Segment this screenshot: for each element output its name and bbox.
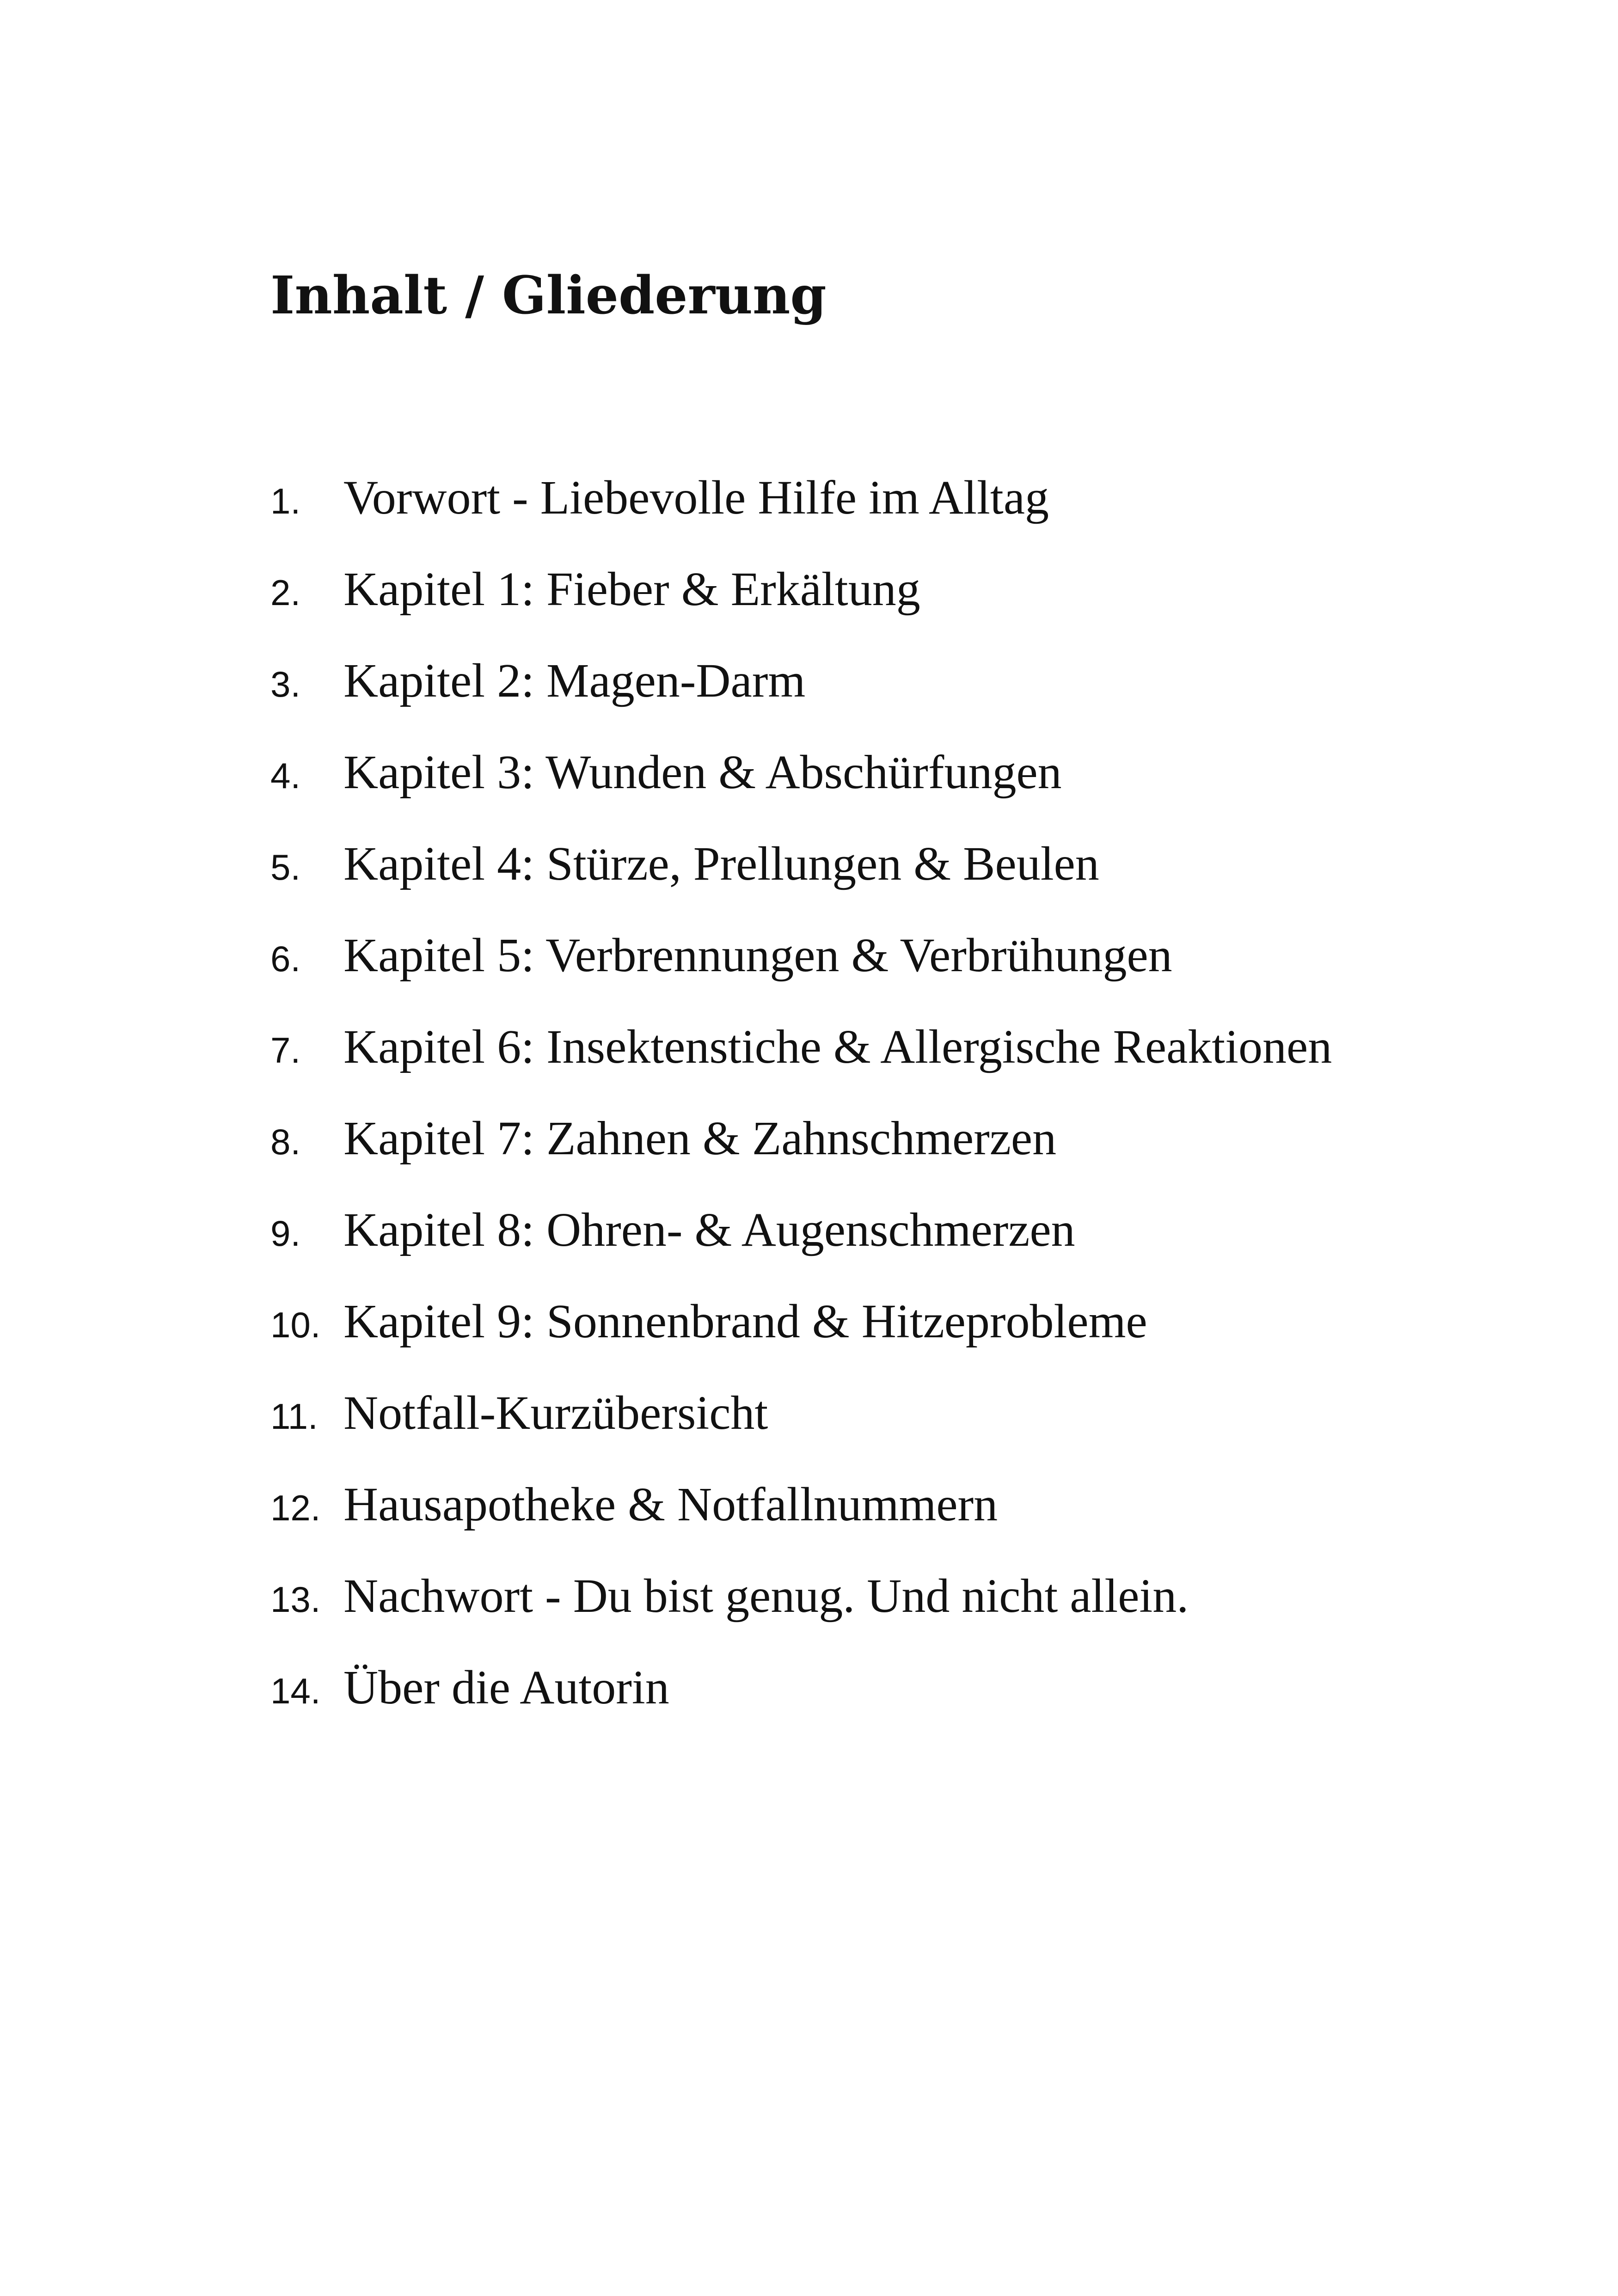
toc-item	[270, 1476, 1472, 1533]
toc-item-number: 7.	[270, 1030, 301, 1071]
toc-item	[270, 835, 1472, 893]
toc-item-number: 3.	[270, 664, 301, 704]
toc-item-number: 8.	[270, 1121, 301, 1162]
toc-item-number: 1.	[270, 481, 301, 521]
toc-item-text: Kapitel 2: Magen-Darm	[343, 654, 806, 707]
toc-item-number: 9.	[270, 1213, 301, 1254]
page-title: Inhalt / Gliederung	[270, 265, 827, 326]
toc-item-number: 13.	[270, 1579, 321, 1620]
toc-item	[270, 1110, 1472, 1167]
toc-item-number: 10.	[270, 1304, 321, 1345]
toc-item-text: Nachwort - Du bist genug. Und nicht allein.	[343, 1569, 1189, 1623]
toc-item	[270, 1201, 1472, 1259]
toc-item-text: Hausapotheke & Notfallnummern	[343, 1478, 998, 1531]
toc-item-number: 6.	[270, 938, 301, 979]
toc-item-text: Kapitel 3: Wunden & Abschürfungen	[343, 746, 1062, 799]
toc-item-number: 14.	[270, 1671, 321, 1711]
toc-item	[270, 469, 1472, 527]
toc-item-text: Kapitel 4: Stürze, Prellungen & Beulen	[343, 837, 1099, 890]
toc-item	[270, 927, 1472, 984]
toc-item	[270, 561, 1472, 618]
table-of-contents	[270, 469, 1472, 1751]
toc-item-text: Kapitel 8: Ohren- & Augenschmerzen	[343, 1203, 1075, 1256]
toc-item-number: 5.	[270, 847, 301, 888]
toc-item-text: Kapitel 7: Zahnen & Zahnschmerzen	[343, 1112, 1057, 1165]
toc-item	[270, 1659, 1472, 1716]
toc-item-text: Über die Autorin	[343, 1661, 669, 1714]
toc-item-text: Notfall-Kurzübersicht	[343, 1386, 768, 1439]
toc-item	[270, 1018, 1472, 1076]
toc-item-number: 12.	[270, 1488, 321, 1528]
toc-item-number: 2.	[270, 572, 301, 613]
toc-item-text: Kapitel 1: Fieber & Erkältung	[343, 563, 920, 616]
toc-item	[270, 1384, 1472, 1442]
toc-item	[270, 1567, 1472, 1625]
toc-item	[270, 744, 1472, 801]
toc-item	[270, 652, 1472, 710]
toc-item-number: 11.	[270, 1396, 318, 1437]
toc-item-text: Kapitel 6: Insektenstiche & Allergische Reaktionen	[343, 1020, 1332, 1073]
toc-item-text: Kapitel 5: Verbrennungen & Verbrühungen	[343, 929, 1172, 982]
toc-item-text: Kapitel 9: Sonnenbrand & Hitzeprobleme	[343, 1295, 1147, 1348]
toc-item-number: 4.	[270, 755, 301, 796]
toc-item-text: Vorwort - Liebevolle Hilfe im Alltag	[343, 471, 1049, 524]
toc-item	[270, 1293, 1472, 1350]
